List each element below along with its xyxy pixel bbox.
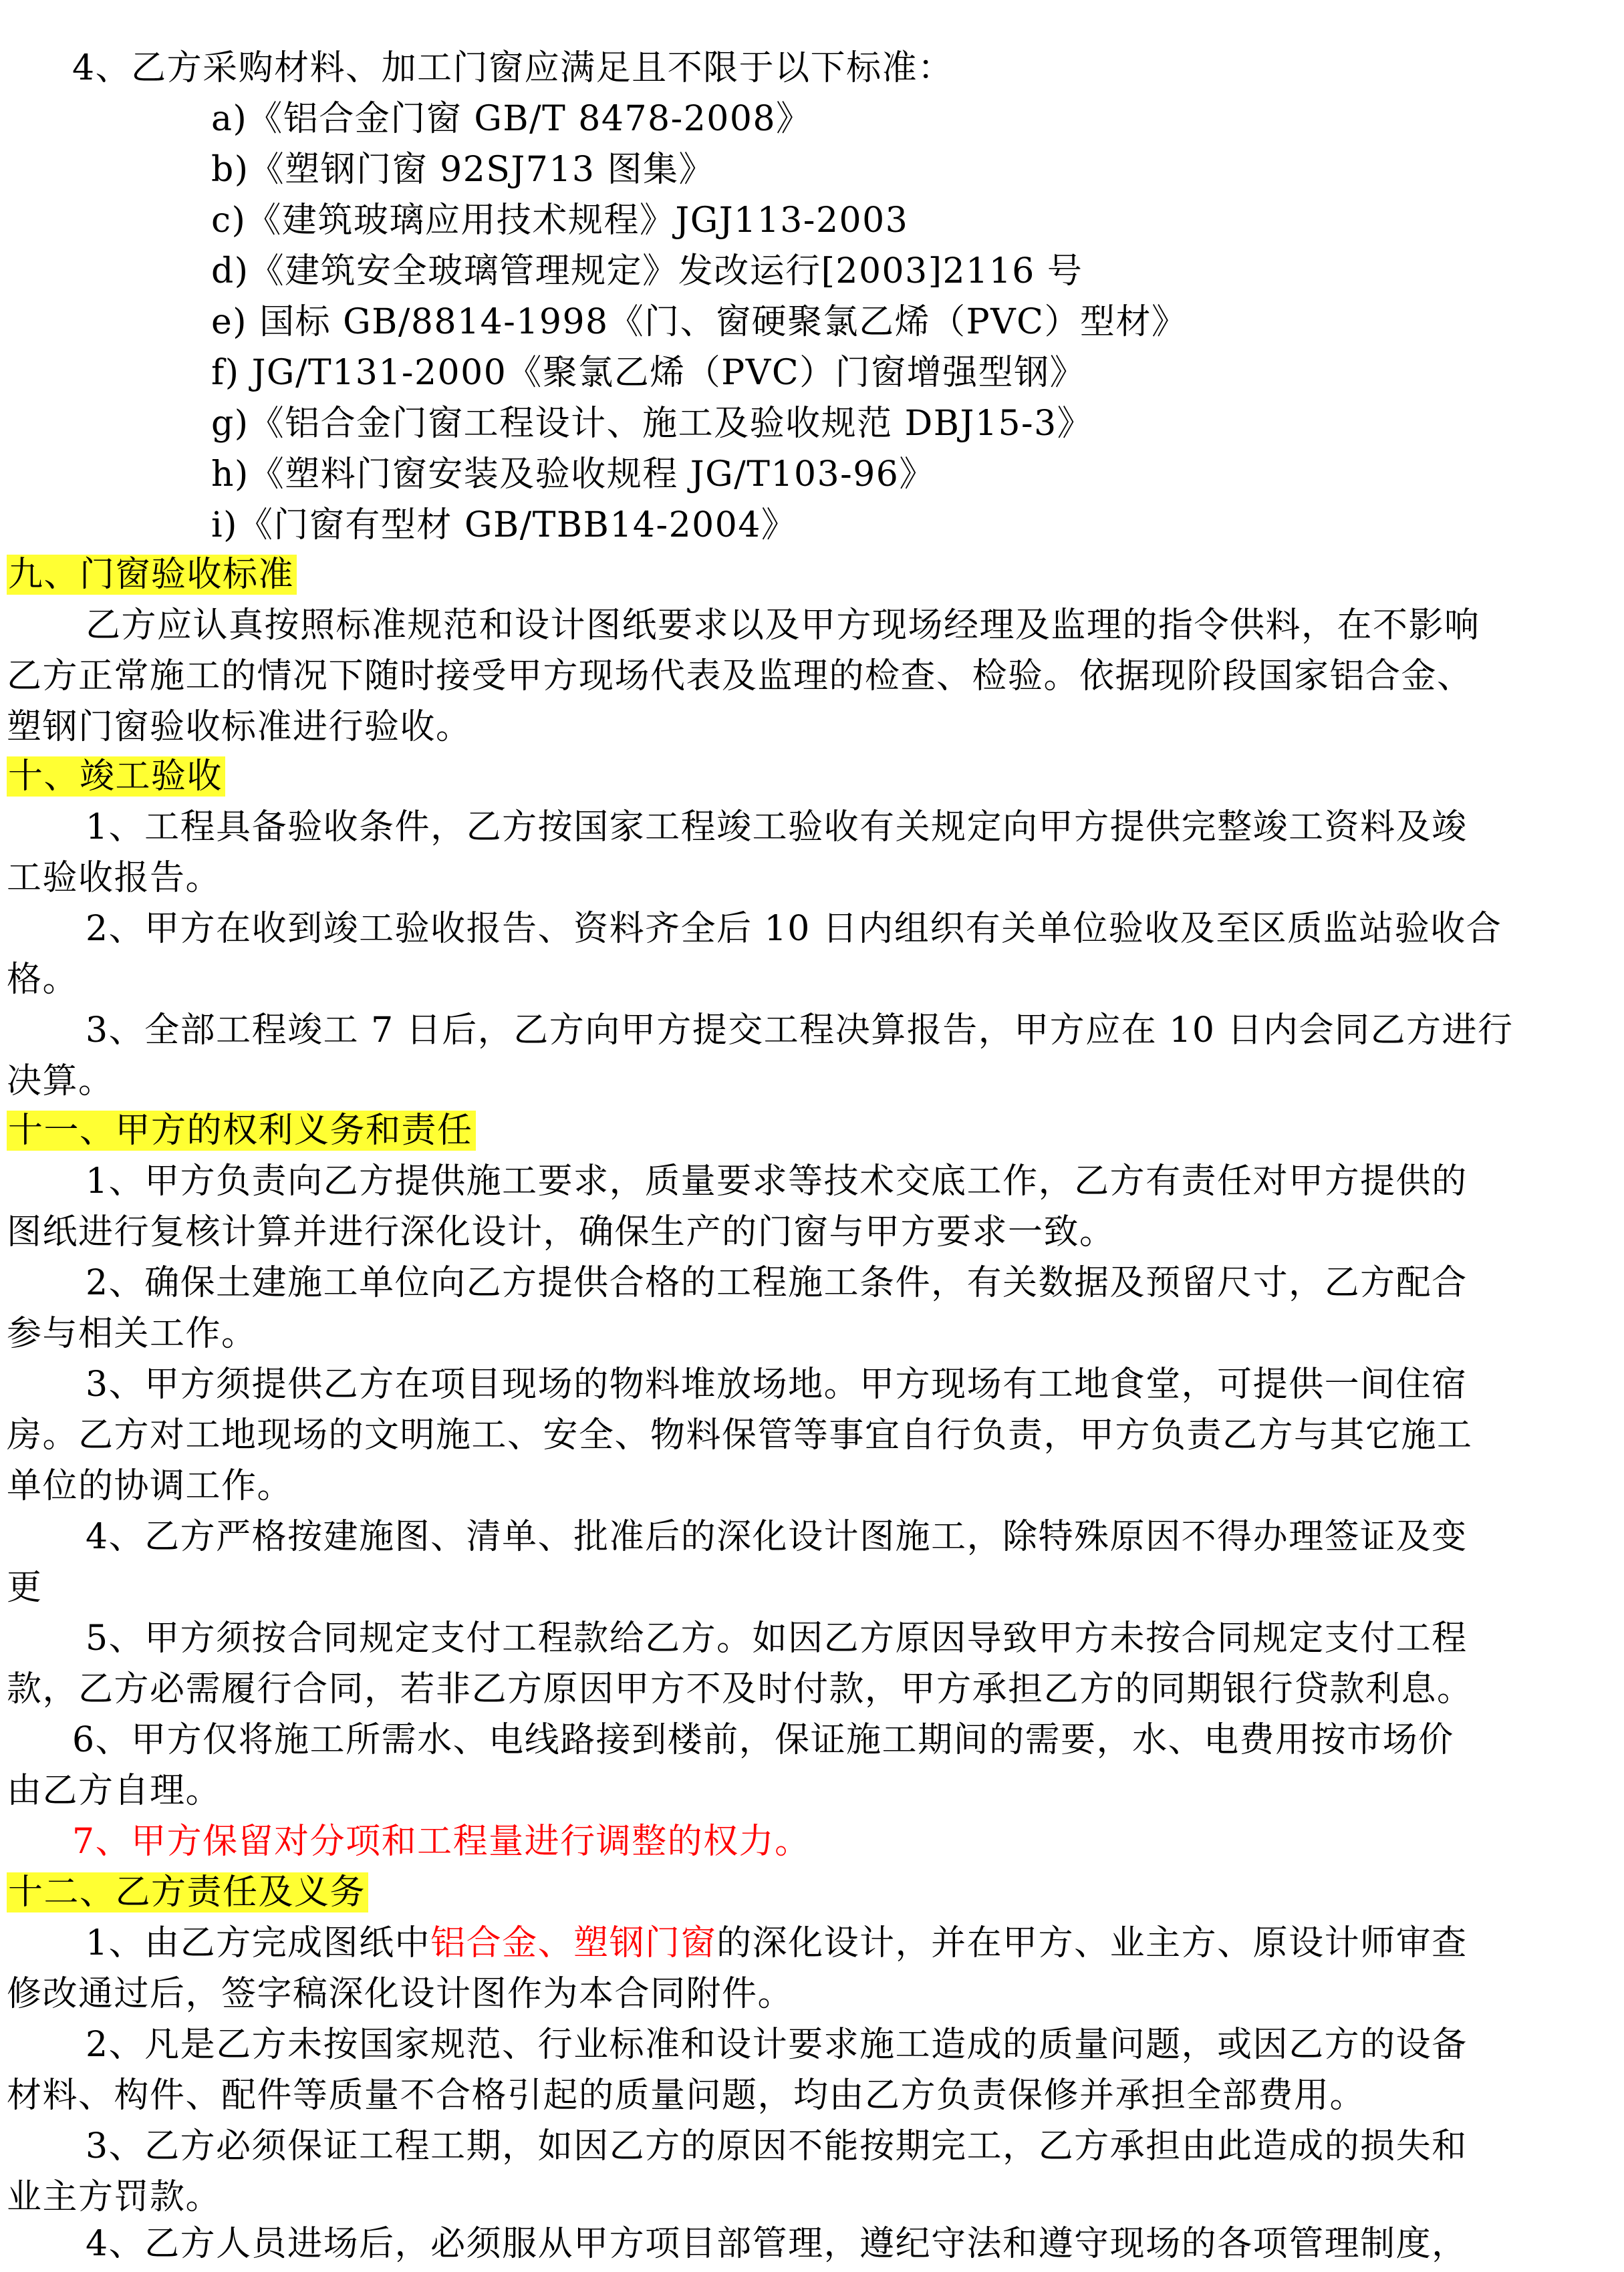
standard-item: e) 国标 GB/8814-1998《门、窗硬聚氯乙烯（PVC）型材》: [211, 302, 1188, 342]
paragraph-line: 乙方应认真按照标准规范和设计图纸要求以及甲方现场经理及监理的指令供料，在不影响: [86, 605, 1480, 646]
section-9-heading-text: 九、门窗验收标准: [7, 555, 297, 595]
paragraph-line: 6、甲方仅将施工所需水、电线路接到楼前，保证施工期间的需要，水、电费用按市场价: [72, 1720, 1454, 1760]
section-12-heading-text: 十二、乙方责任及义务: [7, 1872, 368, 1912]
paragraph-line: 2、甲方在收到竣工验收报告、资料齐全后 10 日内组织有关单位验收及至区质监站验收合: [86, 909, 1502, 949]
paragraph-line: 2、确保土建施工单位向乙方提供合格的工程施工条件，有关数据及预留尺寸，乙方配合: [86, 1263, 1468, 1303]
paragraph-line: [86, 1922, 1624, 1971]
standard-item: d)《建筑安全玻璃管理规定》发改运行[2003]2116 号: [211, 251, 1083, 291]
paragraph-line: 业主方罚款。: [7, 2177, 222, 2217]
section-12-heading: [7, 1871, 1624, 1921]
paragraph-line: 4、乙方人员进场后，必须服从甲方项目部管理，遵纪守法和遵守现场的各项管理制度，: [86, 2224, 1468, 2264]
paragraph-line: 更: [7, 1568, 43, 1608]
section-11-heading-text: 十一、甲方的权利义务和责任: [7, 1111, 476, 1151]
standard-item: g)《铝合金门窗工程设计、施工及验收规范 DBJ15-3》: [211, 404, 1093, 444]
section-11-heading: [7, 1109, 1624, 1159]
section-10-heading: [7, 755, 1624, 805]
standard-item: b)《塑钢门窗 92SJ713 图集》: [211, 150, 715, 190]
standard-item: c)《建筑玻璃应用技术规程》JGJ113-2003: [211, 200, 909, 241]
paragraph-line: 塑钢门窗验收标准进行验收。: [7, 707, 472, 747]
paragraph-line: 修改通过后，签字稿深化设计图作为本合同附件。: [7, 1974, 794, 2014]
standard-item: i)《门窗有型材 GB/TBB14-2004》: [211, 505, 797, 545]
paragraph-line: 1、甲方负责向乙方提供施工要求，质量要求等技术交底工作，乙方有责任对甲方提供的: [86, 1161, 1468, 1201]
paragraph-line: 图纸进行复核计算并进行深化设计，确保生产的门窗与甲方要求一致。: [7, 1212, 1115, 1252]
paragraph-line: 由乙方自理。: [7, 1771, 222, 1811]
standard-item: h)《塑料门窗安装及验收规程 JG/T103-96》: [211, 454, 935, 494]
line-text: 的深化设计，并在甲方、业主方、原设计师审查: [716, 1923, 1468, 1963]
paragraph-line: 款，乙方必需履行合同，若非乙方原因甲方不及时付款，甲方承担乙方的同期银行贷款利息。: [7, 1669, 1473, 1709]
paragraph-line: 3、甲方须提供乙方在项目现场的物料堆放场地。甲方现场有工地食堂，可提供一间住宿: [86, 1365, 1468, 1405]
paragraph-line: 2、凡是乙方未按国家规范、行业标准和设计要求施工造成的质量问题，或因乙方的设备: [86, 2025, 1468, 2065]
section-10-heading-text: 十、竣工验收: [7, 756, 225, 797]
paragraph-line: 乙方正常施工的情况下随时接受甲方现场代表及监理的检查、检验。依据现阶段国家铝合金、: [7, 656, 1473, 696]
paragraph-line: 参与相关工作。: [7, 1314, 257, 1354]
standard-item: a)《铝合金门窗 GB/T 8478-2008》: [211, 99, 812, 139]
paragraph-line: 3、全部工程竣工 7 日后，乙方向甲方提交工程决算报告，甲方应在 10 日内会同乙方进行: [86, 1010, 1514, 1050]
paragraph-line: 格。: [7, 960, 79, 1000]
paragraph-line: 5、甲方须按合同规定支付工程款给乙方。如因乙方原因导致甲方未按合同规定支付工程: [86, 1618, 1468, 1659]
paragraph-line: 决算。: [7, 1061, 114, 1101]
paragraph-line: 工验收报告。: [7, 858, 222, 898]
paragraph-line: 单位的协调工作。: [7, 1466, 293, 1506]
standard-item: f) JG/T131-2000《聚氯乙烯（PVC）门窗增强型钢》: [211, 353, 1086, 393]
standards-intro: 4、乙方采购材料、加工门窗应满足且不限于以下标准：: [72, 48, 954, 88]
paragraph-line: 1、工程具备验收条件，乙方按国家工程竣工验收有关规定向甲方提供完整竣工资料及竣: [86, 807, 1468, 847]
line-text: 1、由乙方完成图纸中: [86, 1923, 431, 1963]
paragraph-line: 材料、构件、配件等质量不合格引起的质量问题，均由乙方负责保修并承担全部费用。: [7, 2076, 1366, 2116]
red-note-line: 7、甲方保留对分项和工程量进行调整的权力。: [72, 1822, 811, 1862]
paragraph-line: 3、乙方必须保证工程工期，如因乙方的原因不能按期完工，乙方承担由此造成的损失和: [86, 2126, 1468, 2166]
paragraph-line: 房。乙方对工地现场的文明施工、安全、物料保管等事宜自行负责，甲方负责乙方与其它施工: [7, 1415, 1473, 1455]
section-9-heading: [7, 553, 1624, 603]
red-inline-text: 铝合金、塑钢门窗: [430, 1923, 717, 1963]
paragraph-line: 4、乙方严格按建施图、清单、批准后的深化设计图施工，除特殊原因不得办理签证及变: [86, 1517, 1468, 1557]
